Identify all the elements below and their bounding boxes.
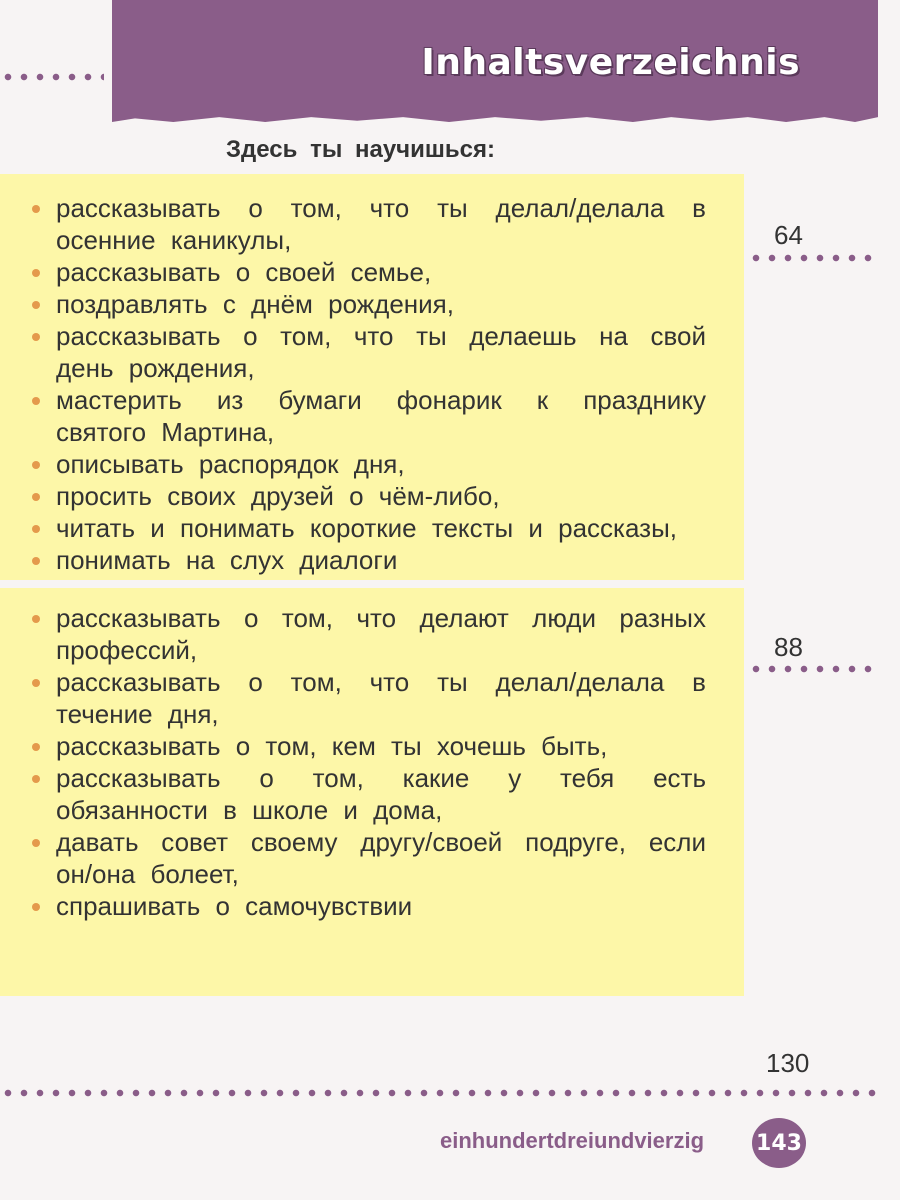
list-item: рассказывать о том, что ты делал/делала в осенние каникулы, <box>56 193 706 255</box>
section-box-2 <box>0 588 744 996</box>
list-item: рассказывать о том, кем ты хочешь быть, <box>56 730 706 762</box>
list-item: понимать на слух диалоги <box>56 544 706 576</box>
page-number-words: einhundertdreiundvierzig <box>440 1128 705 1153</box>
list-item: описывать распорядок дня, <box>56 448 706 480</box>
list-item: давать совет своему другу/своей подруге, если он/она болеет, <box>56 827 706 889</box>
list-item: рассказывать о том, что ты делаешь на свой день рождения, <box>56 321 706 383</box>
dot-line-3 <box>0 1088 878 1098</box>
page-title: Inhaltsverzeichnis <box>421 42 800 83</box>
page-number-badge: 143 <box>752 1118 806 1168</box>
skills-list-2 <box>0 602 744 922</box>
header-dot-line <box>0 72 104 82</box>
page-ref-3: 130 <box>766 1048 810 1078</box>
list-item: мастерить из бумаги фонарик к празднику святого Мартина, <box>56 385 706 447</box>
section-box-1 <box>0 174 744 580</box>
list-item: читать и понимать короткие тексты и рассказы, <box>56 512 706 544</box>
page-ref-1: 64 <box>774 220 803 250</box>
skills-list-1 <box>0 192 744 576</box>
list-item: спрашивать о самочувствии <box>56 890 706 922</box>
subtitle: Здесь ты научишься: <box>226 136 495 163</box>
list-item: поздравлять с днём рождения, <box>56 288 706 320</box>
list-item: рассказывать о том, какие у тебя есть обязанности в школе и дома, <box>56 763 706 825</box>
dot-line-2 <box>748 664 878 674</box>
list-item: просить своих друзей о чём-либо, <box>56 480 706 512</box>
list-item: рассказывать о своей семье, <box>56 256 706 288</box>
list-item: рассказывать о том, что делают люди разных профессий, <box>56 603 706 665</box>
dot-line-1 <box>748 253 878 263</box>
list-item: рассказывать о том, что ты делал/делала в течение дня, <box>56 667 706 729</box>
page-ref-2: 88 <box>774 632 803 662</box>
